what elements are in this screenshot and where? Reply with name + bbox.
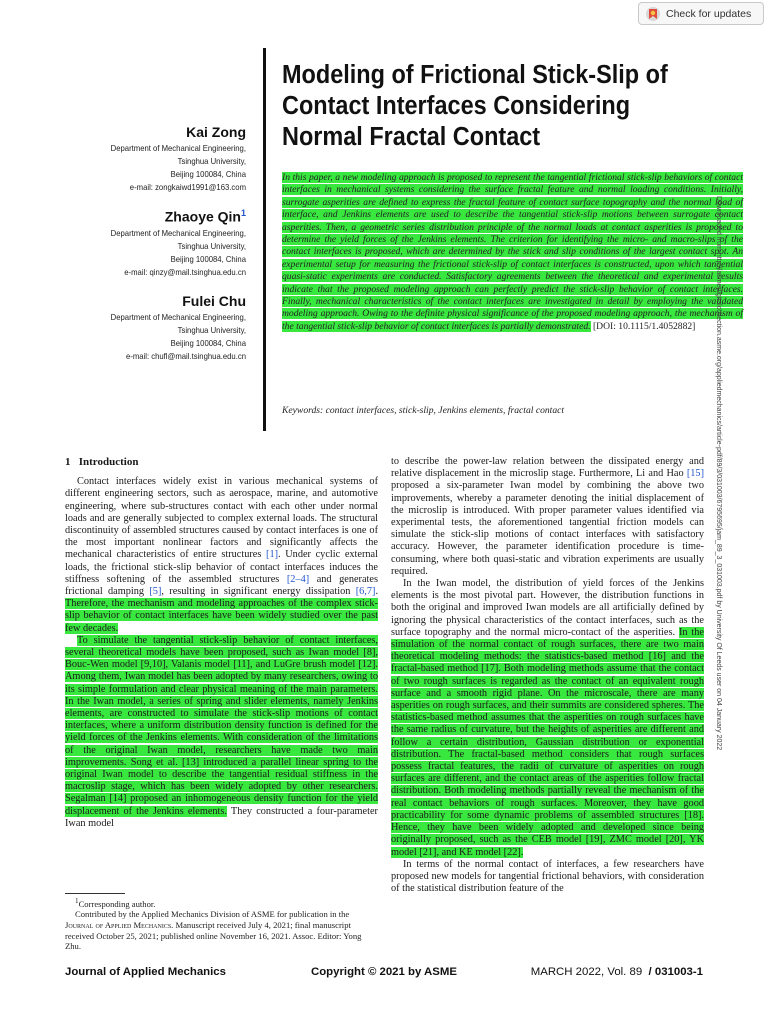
- abstract: [282, 172, 743, 333]
- author-univ: Tsinghua University,: [177, 156, 246, 166]
- author-dept: Department of Mechanical Engineering,: [110, 311, 246, 322]
- author-univ: Tsinghua University,: [177, 240, 246, 251]
- title-divider-rule: [263, 48, 266, 431]
- author-city: Beijing 100084, China: [170, 337, 246, 348]
- section-number: 1: [65, 456, 71, 468]
- footer-issue: MARCH 2022, Vol. 89 / 031003-1: [530, 966, 703, 978]
- paper-title: Modeling of Frictional Stick-Slip of Contact Interfaces Considering Normal Fractal Contact: [282, 61, 668, 151]
- body-column-left: [65, 456, 378, 830]
- section-title: Introduction: [78, 456, 139, 468]
- author-name: Zhaoye Qin$^1$: [164, 208, 246, 225]
- author-name: Kai Zong: [186, 124, 246, 140]
- author-city: Beijing 100084, China: [170, 253, 246, 264]
- paragraph: Contact interfaces widely exist in various mechanical systems of different engineering sectors, such as aerospace, marine, and automotive engineering, where sub-structures contact with each other under normal loads and are generally subjected to complex external loads. The structural discontinuity of assembled structures caused by contact interfaces is one of the most important nonlinear factors and significantly affects the mechanical characteristics of entire structures [1]. Under cyclic external loads, the frictional stick-slip behavior of contact interfaces induces the stiffness softening of the assembled structures [2–4] and generates frictional damping [5], resulting in significant energy dissipation [6,7]. Therefore, the mechanism and modeling approaches of the complex stick-slip behavior of contact interfaces have been widely studied over the past few decades.: [65, 476, 379, 634]
- paragraph: In terms of the normal contact of interfaces, a few researchers have proposed new models for tangential frictional behaviors, with consideration of the statistical distribution feature of the: [391, 858, 704, 895]
- footer-journal: Journal of Applied Mechanics: [65, 966, 226, 978]
- citation-link[interactable]: [15]: [686, 468, 704, 480]
- highlighted-text: Therefore, the mechanism and modeling approaches of the complex stick-slip behavior of contact interfaces have been widely studied over the past few decades.: [65, 598, 378, 634]
- footer-copyright: Copyright © 2021 by ASME: [311, 966, 457, 978]
- keywords: Keywords: contact interfaces, stick-slip, Jenkins elements, fractal contact: [282, 405, 565, 416]
- author-block: [60, 293, 246, 363]
- highlighted-text: In the simulation of the normal contact of rough surfaces, there are two main theoretical modeling methods: the statistics-based method [16] and the fractal-based method [17]. Both modeling methods assume that the contact of two rough surfaces is regarded as the contact of an equivalent rough surface and a smooth rigid plane. On the microscale, there are many asperities on rough surfaces, and their summits are considered spheres. The statistics-based method assumes that the asperities on rough surfaces have the same radius of curvature, but the heights of asperities are different and follow a certain distribution, Gaussian distribution or exponential distribution. The fractal-based method considers that rough surfaces possess fractal features, the radii of curvature of asperities on rough surfaces are different, and the contact areas of the asperities follow fractal distribution. Both modeling methods partially reveal the mechanism of the real contact behaviors of rough surfaces. Moreover, they have good practicability for some dynamic problems of assembled structures [18]. Hence, they have been widely adopted and developed since being originally proposed, such as the CEB model [19], ZMC model [20], YK model [21], and KE model [22].: [391, 626, 704, 858]
- citation-link[interactable]: [2–4]: [286, 573, 310, 585]
- crossmark-icon: [645, 6, 661, 22]
- footnote: [65, 896, 378, 952]
- section-heading: [65, 456, 378, 468]
- corresponding-author-mark[interactable]: 1: [240, 208, 246, 218]
- author-block: [60, 208, 246, 279]
- author-email[interactable]: e-mail: qinzy@mail.tsinghua.edu.cn: [124, 266, 246, 277]
- author-email[interactable]: e-mail: zongkaiwd1991@163.com: [129, 182, 246, 192]
- check-for-updates-label: Check for updates: [666, 7, 752, 20]
- author-email[interactable]: e-mail: chufl@mail.tsinghua.edu.cn: [125, 350, 246, 361]
- footnote-rule: [65, 893, 125, 894]
- author-dept: Department of Mechanical Engineering,: [110, 227, 246, 238]
- paragraph: To simulate the tangential stick-slip behavior of contact interfaces, several theoretical models have been proposed, such as Iwan model [8], Bouc-Wen model [9,10], Valanis model [11], and LuGre brush model [12]. Among them, Iwan model has been adopted by many researchers, owing to its simple formulation and clear physical meaning of the main parameters. In the Iwan model, a series of spring and slider elements, namely Jenkins elements, are constructed to simulate the stick-slip motions of contact interfaces, where a uniform distribution density function is defined for the yield forces of the Jenkins elements. With consideration of the limitations of the original Iwan model, researchers have made two main improvements. Song et al. [13] introduced a parallel linear spring to the original Iwan model to describe the tangential residual stiffness in the macroslip stage, which has been widely adopted by other researchers. Segalman [14] proposed an inhomogeneous density function for the yield displacement of the Jenkins elements. They constructed a four-parameter Iwan model: [65, 634, 378, 829]
- paragraph: In the Iwan model, the distribution of yield forces of the Jenkins elements is the most pivotal part. However, the distribution functions in both the original and improved Iwan models are all artificially defined by ignoring the physical characteristics of the contact interfaces, such as the surface topography and the normal micro-contact of the asperities. In the simulation of the normal contact of rough surfaces, there are two main theoretical modeling methods: the statistics-based method [16] and the fractal-based method [17]. Both modeling methods assume that the contact of two rough surfaces is regarded as the contact of an equivalent rough surface and a smooth rigid plane. On the microscale, there are many asperities on rough surfaces, and their summits are considered spheres. The statistics-based method assumes that the asperities on rough surfaces have the same radius of curvature, but the heights of asperities are different and follow a certain distribution, Gaussian distribution or exponential distribution. The fractal-based method considers that rough surfaces possess fractal features, the radii of curvature of asperities on rough surfaces are different, and the contact areas of the asperities follow fractal distribution. Both modeling methods partially reveal the mechanism of the real contact behaviors of rough surfaces. Moreover, they have good practicability for some dynamic problems of assembled structures [18]. Hence, they have been widely adopted and developed since being originally proposed, such as the CEB model [19], ZMC model [20], YK model [21], and KE model [22].: [391, 578, 704, 858]
- author-dept: Department of Mechanical Engineering,: [110, 143, 246, 153]
- footnote-contribution: Contributed by the Applied Mechanics Division of ASME for publication in the Journal of Applied Mechanics. Manuscript received July 4, 2021; final manuscript received October 25, 2021; published online November 16, 2021. Assoc. Editor: Yong Zhu.: [65, 909, 362, 952]
- citation-link[interactable]: [6,7]: [355, 586, 376, 598]
- download-watermark: Downloaded from http://asmedigitalcollection.asme.org/appliedmechanics/article-pdf/89/3/031003/6795695/jam_89_3_031003.pdf by University Of Leeds user on 04 January 2022: [715, 196, 722, 751]
- highlighted-text: To simulate the tangential stick-slip behavior of contact interfaces, several theoretical models have been proposed, such as Iwan model [8], Bouc-Wen model [9,10], Valanis model [11], and LuGre brush model [12]. Among them, Iwan model has been adopted by many researchers, owing to its simple formulation and clear physical meaning of the main parameters. In the Iwan model, a series of spring and slider elements, namely Jenkins elements, are constructed to simulate the stick-slip motions of contact interfaces, where a uniform distribution density function is defined for the yield forces of the Jenkins elements. With consideration of the limitations of the original Iwan model, researchers have made two main improvements. Song et al. [13] introduced a parallel linear spring to the original Iwan model to describe the tangential residual stiffness in the macroslip stage, which has been widely adopted by other researchers. Segalman [14] proposed an inhomogeneous density function for the yield displacement of the Jenkins elements.: [65, 634, 378, 817]
- doi-link[interactable]: [DOI: 10.1115/1.4052882]: [592, 320, 696, 332]
- page-footer: [65, 966, 703, 982]
- author-city: Beijing 100084, China: [170, 169, 246, 179]
- abstract-highlighted-text: In this paper, a new modeling approach is proposed to represent the tangential frictional stick-slip behaviors of contact interfaces in mechanical systems considering the surface fractal feature and normal loading conditions. Initially, surrogate asperities are defined to express the fractal feature of contact surface topography and the normal load of interface, and Jenkins elements are used to describe the tangential stick-slip motions between surrogate contact asperities. Then, a geometric series distribution principle of the normal loads at contact asperities is proposed to determine the yield forces of the Jenkins elements. The criterion for identifying the micro- and macro-slips of the contact interfaces is proposed, which are determined by the stick and slip conditions of the largest contact spot. An experimental setup for measuring the frictional stick-slip of contact interfaces is constructed, upon which tangential quasi-static experiments are conducted. Satisfactory agreements between the theoretical and experimental results indicate that the proposed modeling approach can perfectly predict the stick-slip behavior of contact interfaces. Finally, mechanical characteristics of the contact interfaces are investigated in detail by employing the validated modeling approach. Owing to the definite physical significance of the proposed modeling approach, the mechanism of the tangential stick-slip behavior of contact interfaces is partially demonstrated.: [282, 172, 743, 332]
- author-name: Fulei Chu: [182, 292, 246, 309]
- footnote-corresponding: $^1$Corresponding author.: [75, 897, 156, 909]
- author-block: [60, 124, 246, 194]
- paragraph: to describe the power-law relation between the dissipated energy and relative displacement in the microslip stage. Furthermore, Li and Hao [15] proposed a six-parameter Iwan model by combining the above two improvements, whereby a parameter denoting the initial displacement of the microslip is introduced. With proper parameter values identified via experimental tests, the aforementioned tangential friction models can simulate the stick-slip motions of contact interfaces with satisfactory accuracy. However, the parameter identification procedure is time-consuming, where both quasi-static and vibration experiments are usually required.: [391, 456, 704, 577]
- body-column-right: [391, 456, 704, 895]
- author-univ: Tsinghua University,: [177, 324, 246, 335]
- author-list: [60, 124, 246, 377]
- check-for-updates-button[interactable]: [638, 2, 764, 25]
- citation-link[interactable]: [5]: [149, 586, 162, 598]
- citation-link[interactable]: [1]: [266, 549, 279, 561]
